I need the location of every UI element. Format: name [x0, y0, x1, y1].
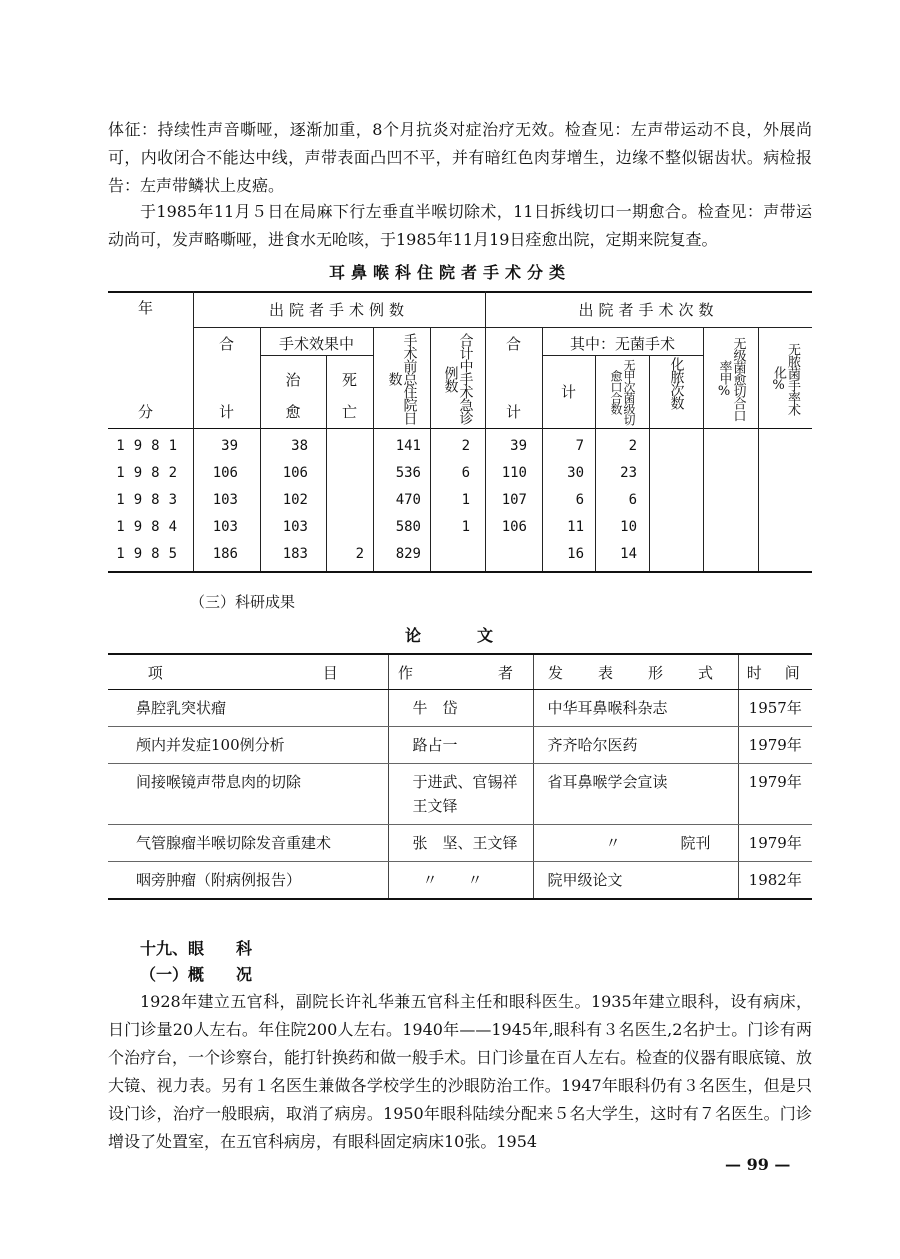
paper-author: 张 坚、王文铎 — [388, 825, 533, 862]
header-total2-bottom: 计 — [505, 403, 521, 421]
header-aseptic: 其中：无菌手术 — [569, 335, 675, 353]
paper-year: 1979年 — [738, 825, 812, 862]
header-year-bottom: 分 — [138, 403, 154, 421]
header-preop-days: 手术前总住院日数 — [386, 333, 418, 424]
table-row — [108, 690, 812, 727]
table-row: 1982 106 106 536 6 110 30 23 — [116, 465, 637, 481]
table-row — [108, 862, 812, 900]
table-row — [108, 825, 812, 862]
section-19-title: 十九、眼 科 — [140, 939, 253, 958]
paper-form: 〃 院刊 — [533, 825, 738, 862]
paper-author: 牛 岱 — [388, 690, 533, 727]
paper-form: 齐齐哈尔医药 — [533, 727, 738, 764]
header-death-top: 死 — [341, 371, 357, 389]
paper-year: 1957年 — [738, 690, 812, 727]
table-row: 1983 103 102 470 1 107 6 6 — [116, 492, 637, 508]
table-row — [108, 764, 812, 825]
research-heading: （三）科研成果 — [190, 593, 296, 611]
header-cured-bottom: 愈 — [285, 403, 301, 421]
paper-title: 咽旁肿瘤（附病例报告） — [108, 862, 388, 900]
header-total2-top: 合 — [505, 335, 521, 353]
surgery-table — [108, 291, 812, 574]
section-19-subheading: （一）概 况 — [140, 965, 253, 984]
paper-author: 路占一 — [388, 727, 533, 764]
header-total-bottom: 计 — [218, 403, 234, 421]
table-row: 1985 186 183 2 829 16 14 — [116, 546, 637, 562]
header-author: 作 者 — [388, 654, 533, 690]
table-row — [108, 727, 812, 764]
header-emergency: 合计中手术急诊例数 — [442, 333, 474, 424]
header-nonexcl-grade-a: 无甲次菌级切愈口合数 — [609, 359, 636, 425]
section-19-body: 1928年建立五官科，副院长许礼华兼五官科主任和眼科医生。1935年建立眼科，设有病床，日门诊量20人左右。年住院200人左右。1940年——1945年,眼科有３名医生,2名护士。门诊有两个治疗台，一个诊察台，能打针换药和做一般手术。日门诊量在百人左右。检查的仪器有眼底镜、放大镜、视力表。另有１名医生兼做各学校学生的沙眼防治工作。1947年眼科仍有３名医生，但是只设门诊，治疗一般眼病，取消了病房。1950年眼科陆续分配来５名大学生，这时有７名医生。门诊增设了处置室，在五官科病房，有眼科固定病床10张。1954 — [108, 992, 813, 1151]
papers-header-row — [108, 654, 812, 690]
header-time: 时 间 — [738, 654, 812, 690]
table-row: 1981 39 38 141 2 39 7 2 — [116, 438, 637, 454]
surgery-table-caption: 耳鼻喉科住院者手术分类 — [328, 263, 571, 282]
paper-year: 1982年 — [738, 862, 812, 900]
paper-title: 间接喉镜声带息肉的切除 — [108, 764, 388, 825]
paper-title: 气管腺瘤半喉切除发音重建术 — [108, 825, 388, 862]
header-year-top: 年 — [138, 299, 154, 317]
table-row: 1984 103 103 580 1 106 11 10 — [116, 519, 637, 535]
paper-author: 于进武、官锡祥王文铎 — [388, 764, 533, 825]
paper-year: 1979年 — [738, 727, 812, 764]
paper-form: 省耳鼻喉学会宣读 — [533, 764, 738, 825]
header-item: 项 目 — [108, 654, 388, 690]
header-discharge-times: 出院者手术次数 — [578, 301, 719, 319]
header-suppuration-rate: 无脓菌手率术化% — [771, 342, 800, 415]
signs-paragraph: 体征：持续性声音嘶哑，逐渐加重，8个月抗炎对症治疗无效。检查见：左声带运动不良，外展尚可，内收闭合不能达中线，声带表面凸凹不平，并有暗红色肉芽增生，边缘不整似锯齿状。病检报告：左声带鳞状上皮癌。 — [108, 120, 812, 195]
header-effect: 手术效果中 — [278, 335, 354, 353]
papers-caption: 论 文 — [404, 626, 495, 645]
page-number: — 99 — — [725, 1155, 791, 1174]
surgery-paragraph: 于1985年11月５日在局麻下行左垂直半喉切除术，11日拆线切口一期愈合。检查见：声带运动尚可，发声略嘶哑，进食水无呛咳，于1985年11月19日痊愈出院，定期来院复查。 — [108, 202, 812, 249]
paper-form: 院甲级论文 — [533, 862, 738, 900]
header-discharge-cases: 出院者手术例数 — [268, 301, 409, 319]
paper-year: 1979年 — [738, 764, 812, 825]
header-form: 发 表 形 式 — [533, 654, 738, 690]
paper-title: 颅内并发症100例分析 — [108, 727, 388, 764]
papers-table — [108, 653, 812, 900]
paper-form: 中华耳鼻喉科杂志 — [533, 690, 738, 727]
header-aseptic-total: 计 — [560, 383, 576, 401]
paper-author: 〃 〃 — [388, 862, 533, 900]
paper-title: 鼻腔乳突状瘤 — [108, 690, 388, 727]
header-grade-a-rate: 无级菌愈切合口率甲% — [716, 336, 746, 421]
header-suppuration: 化脓次数 — [668, 357, 685, 409]
header-cured-top: 治 — [285, 371, 301, 389]
header-total-top: 合 — [218, 335, 234, 353]
header-death-bottom: 亡 — [341, 403, 357, 421]
